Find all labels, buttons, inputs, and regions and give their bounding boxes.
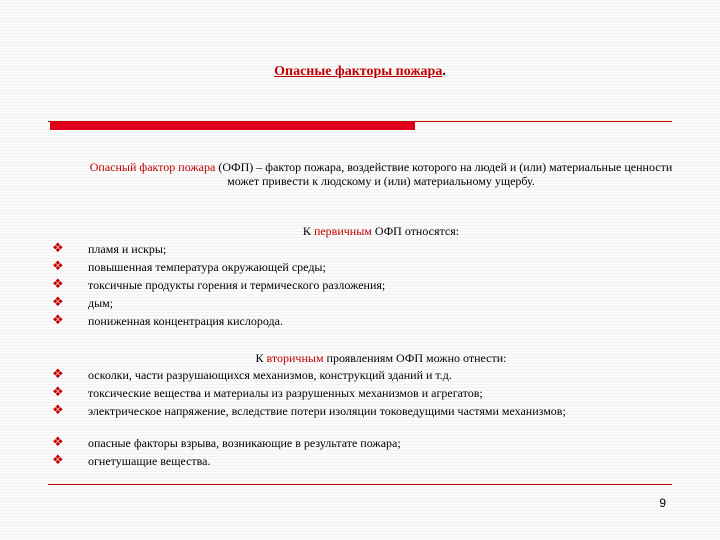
primary-item-0: пламя и искры; (88, 242, 167, 256)
title-period: . (442, 64, 446, 79)
definition-rest: (ОФП) – фактор пожара, воздействие которого на людей и (или) материальные ценности может привести к людскому и (или) материальному ущербу. (215, 160, 673, 188)
bullet-icon: ❖ (52, 385, 64, 400)
primary-keyword: первичным (313, 224, 372, 238)
slide-title (0, 64, 720, 80)
page-number: 9 (659, 496, 666, 510)
bullet-icon: ❖ (52, 259, 64, 274)
secondary-item-1: токсические вещества и материалы из разрушенных механизмов и агрегатов; (88, 386, 483, 400)
secondary-item-4: огнетушащие вещества. (88, 454, 211, 468)
definition-term: Опасный фактор пожара (89, 160, 216, 174)
bottom-divider (48, 484, 672, 485)
primary-item-3: дым; (88, 296, 114, 310)
bullet-icon: ❖ (52, 403, 64, 418)
primary-item-1: повышенная температура окружающей среды; (88, 260, 326, 274)
secondary-item-3: опасные факторы взрыва, возникающие в результате пожара; (88, 436, 401, 450)
bullet-icon: ❖ (52, 367, 64, 382)
bullet-icon: ❖ (52, 295, 64, 310)
primary-prefix: К (302, 224, 314, 238)
title-text: Опасные факторы пожара (274, 64, 443, 79)
primary-item-2: токсичные продукты горения и термического разложения; (88, 278, 386, 292)
primary-heading (88, 224, 674, 238)
secondary-prefix: К (255, 351, 267, 365)
bullet-icon: ❖ (52, 435, 64, 450)
bullet-icon: ❖ (52, 277, 64, 292)
definition-paragraph (88, 160, 674, 188)
primary-suffix: ОФП относятся: (371, 224, 460, 238)
secondary-heading (88, 351, 674, 365)
top-divider-thick (50, 122, 415, 130)
secondary-item-0: осколки, части разрушающихся механизмов, конструкций зданий и т.д. (88, 368, 452, 382)
secondary-keyword: вторичным (266, 351, 324, 365)
primary-item-4: пониженная концентрация кислорода. (88, 314, 283, 328)
secondary-item-2: электрическое напряжение, вследствие потери изоляции токоведущими частями механизмов; (88, 404, 566, 418)
bullet-icon: ❖ (52, 453, 64, 468)
bullet-icon: ❖ (52, 313, 64, 328)
secondary-suffix: проявлениям ОФП можно отнести: (323, 351, 507, 365)
bullet-icon: ❖ (52, 241, 64, 256)
